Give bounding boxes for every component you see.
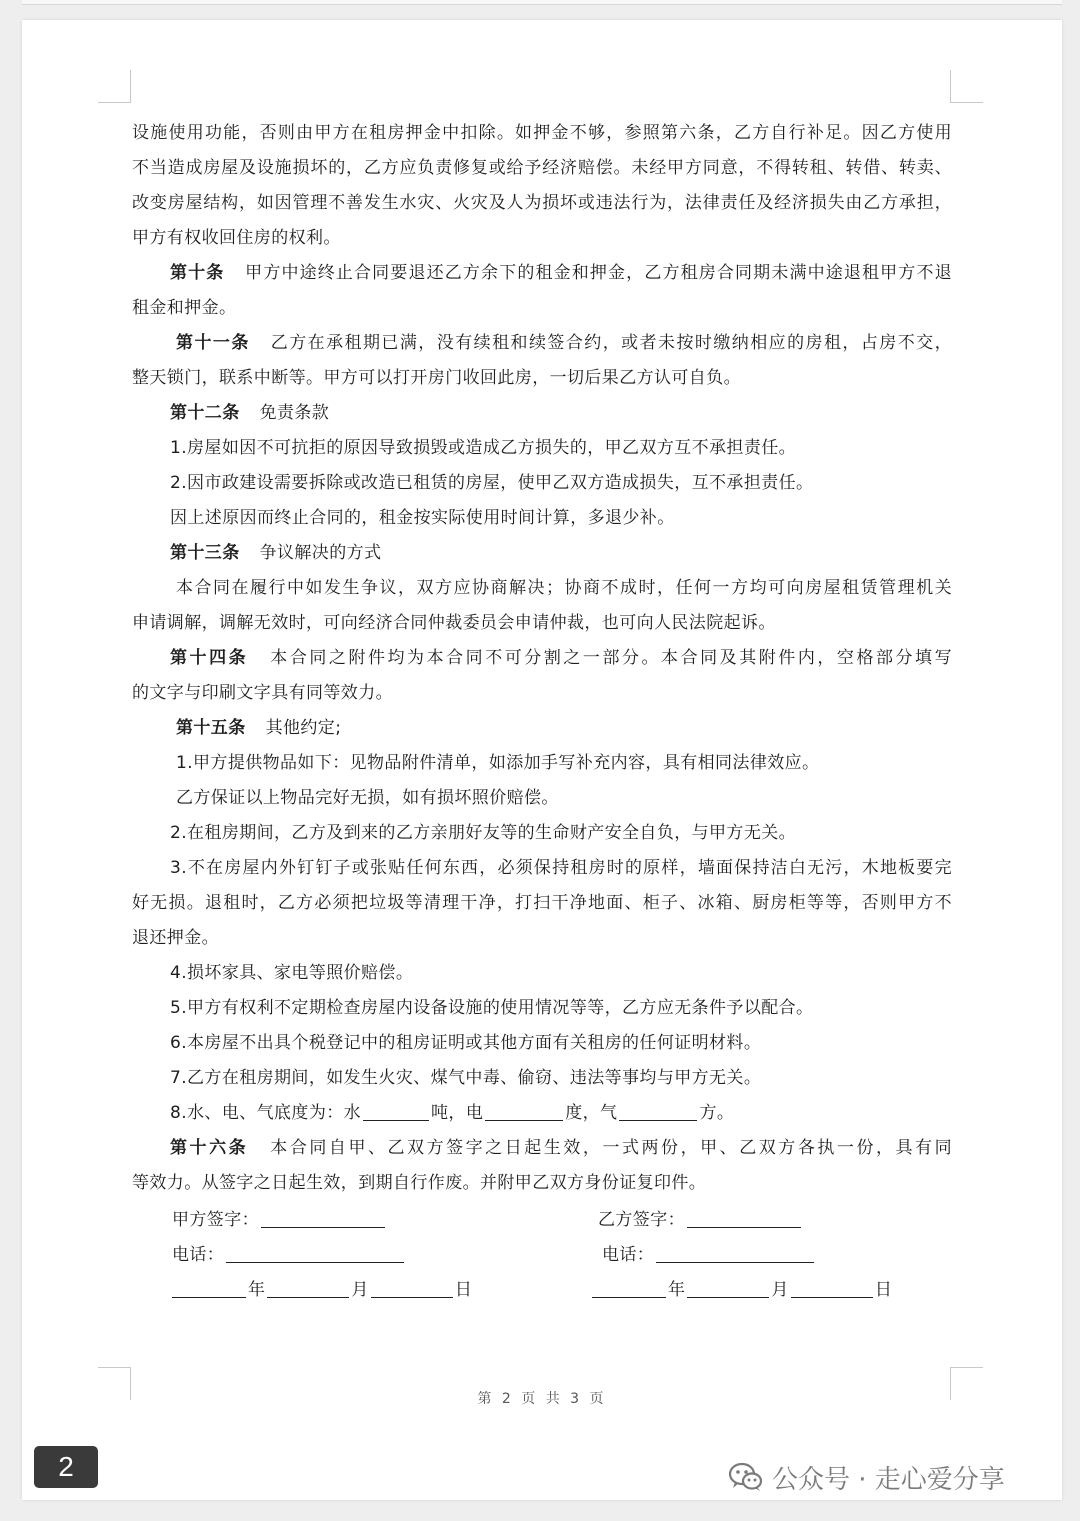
article-16-line bbox=[132, 1131, 952, 1166]
gas-reading-blank[interactable] bbox=[619, 1102, 697, 1121]
article-15-item-5: 5.甲方有权利不定期检查房屋内设备设施的使用情况等等，乙方应无条件予以配合。 bbox=[170, 998, 814, 1018]
article-12-line bbox=[132, 396, 952, 431]
article-16-continuation: 等效力。从签字之日起生效，到期自行作废。并附甲乙双方身份证复印件。 bbox=[132, 1173, 707, 1193]
article-14-text: 本合同之附件均为本合同不可分割之一部分。本合同及其附件内，空格部分填写 bbox=[268, 648, 952, 668]
article-13-text: 本合同在履行中如发生争议，双方应协商解决；协商不成时，任何一方均可向房屋租赁管理机关 bbox=[176, 578, 952, 598]
article-13-heading: 第十三条 bbox=[170, 543, 240, 563]
party-b-phone-label: 电话： bbox=[602, 1245, 655, 1265]
party-a-phone-label: 电话： bbox=[172, 1245, 225, 1265]
article-12-item: 2.因市政建设需要拆除或改造已租赁的房屋，使甲乙双方造成损失，互不承担责任。 bbox=[170, 473, 814, 493]
party-a-phone-row bbox=[172, 1238, 406, 1273]
article-15-item-2: 2.在租房期间，乙方及到来的乙方亲朋好友等的生命财产安全自负，与甲方无关。 bbox=[170, 823, 797, 843]
article-15-item-8 bbox=[132, 1096, 952, 1131]
item-8-water-unit: 吨，电 bbox=[431, 1103, 484, 1123]
article-12-heading: 第十二条 bbox=[170, 403, 240, 423]
paragraph-line: 不当造成房屋及设施损坏的，乙方应负责修复或给予经济赔偿。未经甲方同意，不得转租、转借、转卖、 bbox=[132, 158, 952, 178]
article-12-title: 免责条款 bbox=[259, 403, 330, 423]
article-13-title: 争议解决的方式 bbox=[259, 543, 382, 563]
party-a-month-blank[interactable] bbox=[267, 1279, 349, 1298]
article-11-heading: 第十一条 bbox=[176, 333, 250, 353]
article-12-item: 1.房屋如因不可抗拒的原因导致损毁或造成乙方损失的，甲乙双方互不承担责任。 bbox=[170, 438, 797, 458]
party-b-signature-row bbox=[598, 1203, 803, 1238]
article-15-title: 其他约定; bbox=[265, 718, 342, 738]
article-11-text: 乙方在承租期已满，没有续租和续签合约，或者未按时缴纳相应的房租，占房不交， bbox=[269, 333, 952, 353]
page-number-badge: 2 bbox=[34, 1446, 98, 1488]
article-11-line bbox=[132, 326, 952, 361]
paragraph-line: 甲方有权收回住房的权利。 bbox=[132, 228, 341, 248]
previous-page-edge bbox=[22, 0, 1062, 5]
watermark-text: 公众号 · 走心爱分享 bbox=[772, 1464, 1005, 1495]
article-10-continuation: 租金和押金。 bbox=[132, 298, 237, 318]
party-b-year-blank[interactable] bbox=[592, 1279, 666, 1298]
article-14-heading: 第十四条 bbox=[170, 648, 249, 668]
party-b-signature-blank[interactable] bbox=[687, 1209, 801, 1228]
party-a-day-blank[interactable] bbox=[371, 1279, 453, 1298]
article-13-line bbox=[132, 536, 952, 571]
article-16-text: 本合同自甲、乙双方签字之日起生效，一式两份，甲、乙双方各执一份，具有同 bbox=[268, 1138, 952, 1158]
party-a-signature-row bbox=[172, 1203, 387, 1238]
year-label: 年 bbox=[248, 1280, 266, 1300]
party-a-date-row bbox=[170, 1273, 472, 1308]
page-footer: 第 2 页 共 3 页 bbox=[477, 1391, 607, 1407]
paragraph-line: 设施使用功能，否则由甲方在租房押金中扣除。如押金不够，参照第六条，乙方自行补足。因乙方使用 bbox=[132, 123, 952, 143]
contract-body bbox=[132, 116, 952, 1201]
article-10-line bbox=[132, 256, 952, 291]
article-15-item-1: 1.甲方提供物品如下：见物品附件清单，如添加手写补充内容，具有相同法律效应。 bbox=[176, 753, 820, 773]
article-12-item: 因上述原因而终止合同的，租金按实际使用时间计算，多退少补。 bbox=[170, 508, 675, 528]
article-15-item-3-cont: 退还押金。 bbox=[132, 928, 219, 948]
crop-mark-top-right bbox=[950, 70, 983, 103]
day-label: 日 bbox=[454, 1280, 473, 1300]
article-15-item-3: 3.不在房屋内外钉钉子或张贴任何东西，必须保持租房时的原样，墙面保持洁白无污，木地板要完 bbox=[170, 858, 952, 878]
article-15-item-6: 6.本房屋不出具个税登记中的租房证明或其他方面有关租房的任何证明材料。 bbox=[170, 1033, 762, 1053]
month-label: 月 bbox=[351, 1280, 369, 1300]
party-b-month-blank[interactable] bbox=[687, 1279, 769, 1298]
article-10-heading: 第十条 bbox=[170, 263, 225, 283]
party-b-sign-label: 乙方签字： bbox=[598, 1210, 685, 1230]
water-reading-blank[interactable] bbox=[363, 1102, 429, 1121]
party-a-phone-blank[interactable] bbox=[226, 1244, 404, 1263]
year-label: 年 bbox=[668, 1280, 686, 1300]
party-a-signature-blank[interactable] bbox=[261, 1209, 385, 1228]
article-15-item-3-cont: 好无损。退租时，乙方必须把垃圾等清理干净，打扫干净地面、柜子、冰箱、厨房柜等等，否则甲方不 bbox=[132, 893, 952, 913]
party-b-phone-row bbox=[602, 1238, 816, 1273]
article-15-item-7: 7.乙方在租房期间，如发生火灾、煤气中毒、偷窃、违法等事均与甲方无关。 bbox=[170, 1068, 762, 1088]
day-label: 日 bbox=[874, 1280, 893, 1300]
party-b-phone-blank[interactable] bbox=[656, 1244, 814, 1263]
item-8-prefix: 8.水、电、气底度为：水 bbox=[170, 1103, 362, 1123]
article-10-text: 甲方中途终止合同要退还乙方余下的租金和押金，乙方租房合同期未满中途退租甲方不退 bbox=[244, 263, 952, 283]
article-15-item-1b: 乙方保证以上物品完好无损，如有损坏照价赔偿。 bbox=[176, 788, 559, 808]
wechat-icon bbox=[728, 1462, 764, 1492]
article-15-item-4: 4.损坏家具、家电等照价赔偿。 bbox=[170, 963, 414, 983]
watermark bbox=[728, 1457, 1005, 1497]
item-8-gas-unit: 方。 bbox=[699, 1103, 735, 1123]
paragraph-line: 改变房屋结构，如因管理不善发生水灾、火灾及人为损坏或违法行为，法律责任及经济损失由乙方承担， bbox=[132, 193, 952, 213]
item-8-elec-unit: 度，气 bbox=[565, 1103, 618, 1123]
crop-mark-top-left bbox=[98, 70, 131, 103]
party-b-date-row bbox=[590, 1273, 892, 1308]
party-b-day-blank[interactable] bbox=[791, 1279, 873, 1298]
article-14-continuation: 的文字与印刷文字具有同等效力。 bbox=[132, 683, 393, 703]
article-11-continuation: 整天锁门，联系中断等。甲方可以打开房门收回此房，一切后果乙方认可自负。 bbox=[132, 368, 741, 388]
article-15-line bbox=[132, 711, 952, 746]
article-14-line bbox=[132, 641, 952, 676]
document-page bbox=[22, 20, 1062, 1500]
article-15-heading: 第十五条 bbox=[176, 718, 246, 738]
article-16-heading: 第十六条 bbox=[170, 1138, 249, 1158]
party-a-year-blank[interactable] bbox=[172, 1279, 246, 1298]
article-13-continuation: 申请调解，调解无效时，可向经济合同仲裁委员会申请仲裁，也可向人民法院起诉。 bbox=[132, 613, 776, 633]
party-a-sign-label: 甲方签字： bbox=[172, 1210, 259, 1230]
electricity-reading-blank[interactable] bbox=[485, 1102, 563, 1121]
month-label: 月 bbox=[771, 1280, 789, 1300]
